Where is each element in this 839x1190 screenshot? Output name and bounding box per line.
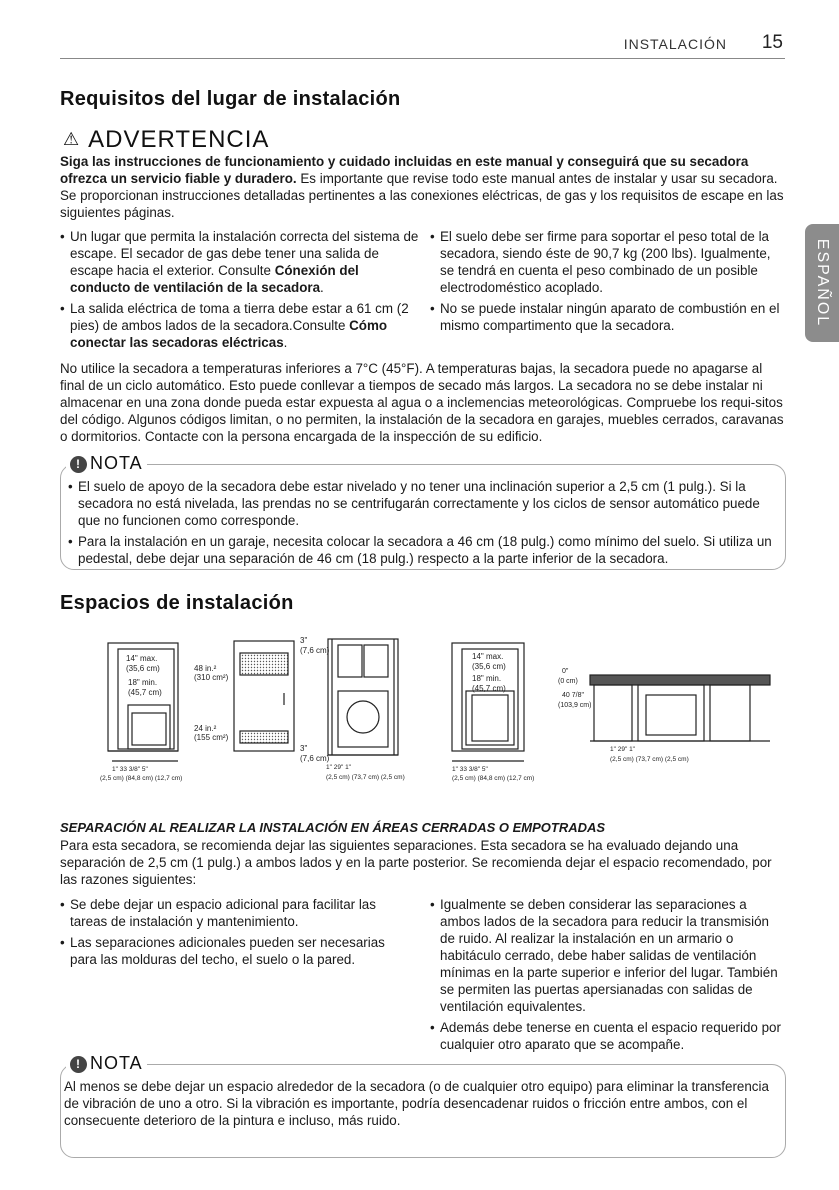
svg-text:(2,5 cm) (73,7 cm) (2,5 cm): (2,5 cm) (73,7 cm) (2,5 cm) [326, 774, 405, 781]
svg-text:24 in.²: 24 in.² [194, 724, 217, 733]
warning-bold-text: Siga las instrucciones de funcionamiento y cuidado incluidas en este manual y conseguirá que su secadora ofrezca un servicio fiable y duradero. [60, 154, 749, 186]
svg-text:1" 33 3/8" 5": 1" 33 3/8" 5" [112, 766, 148, 773]
diagram-recess-side [452, 643, 534, 782]
diagram-closet-front [326, 639, 405, 781]
clearance-item: • Se debe dejar un espacio adicional para facilitar las tareas de instalación y mantenimiento. [60, 896, 400, 930]
clearance-left-column [60, 896, 400, 972]
clearance-paragraph: Para esta secadora, se recomienda dejar las siguientes separaciones. Esta secadora se ha evaluado dejando una separación de 2,5 cm (1 pulg.) a ambos lados y en la parte posterior. Se recomienda dejar el espacio recomendado, por las razones siguientes: [60, 838, 772, 887]
requirements-right-column [430, 228, 782, 338]
svg-text:(45,7 cm): (45,7 cm) [128, 688, 162, 697]
clearance-right-column [430, 896, 782, 1057]
svg-text:3": 3" [300, 636, 308, 645]
note-item: • Para la instalación en un garaje, necesita colocar la secadora a 46 cm (18 pulg.) como mínimo del suelo. Si utiliza un pedestal, debe dejar una separación de 46 cm (18 pulg.) respecto a la parte inferior de la secadora. [68, 533, 773, 567]
enclosed-installation-heading: SEPARACIÓN AL REALIZAR LA INSTALACIÓN EN ÁREAS CERRADAS O EMPOTRADAS [60, 820, 606, 835]
diagram-area-labels [194, 664, 229, 742]
requirements-title: Requisitos del lugar de instalación [60, 88, 401, 110]
note-label-2: ! NOTA [66, 1053, 147, 1074]
warning-heading [63, 126, 269, 154]
requirement-item: • Un lugar que permita la instalación correcta del sistema de escape. El secador de gas debe tener una salida de escape hacia el exterior. Consulte Cónexión del conducto de ventilación de la secadora. [60, 228, 420, 296]
page-header [60, 32, 785, 59]
svg-text:1" 29" 1": 1" 29" 1" [610, 746, 635, 753]
diagram-under-counter [558, 668, 770, 763]
note-1-content [68, 478, 773, 571]
warning-title: ADVERTENCIA [88, 126, 270, 153]
language-tab [805, 224, 839, 342]
spaces-title: Espacios de instalación [60, 592, 294, 614]
svg-text:(155 cm²): (155 cm²) [194, 733, 229, 742]
svg-text:1" 29" 1": 1" 29" 1" [326, 764, 351, 771]
requirement-item: • La salida eléctrica de toma a tierra debe estar a 61 cm (2 pies) de ambos lados de la secadora.Consulte Cómo conectar las secadoras eléctricas. [60, 300, 420, 351]
svg-text:(7,6 cm): (7,6 cm) [300, 754, 330, 763]
diagram-closet-side [100, 643, 182, 782]
info-icon: ! [70, 1056, 87, 1073]
note-item: • El suelo de apoyo de la secadora debe estar nivelado y no tener una inclinación superior a 2,5 cm (1 pulg.). Si la secadora no está nivelada, las prendas no se centrifugarán correctamente y los ciclos de sensor automático puede que no funcionen como corresponde. [68, 478, 773, 529]
page-number: 15 [761, 32, 783, 53]
svg-text:0": 0" [562, 668, 569, 675]
section-title: INSTALACIÓN [623, 36, 727, 52]
svg-text:(35,6 cm): (35,6 cm) [126, 664, 160, 673]
requirements-left-column [60, 228, 420, 355]
svg-text:(2,5 cm) (84,8 cm) (12,7 cm): (2,5 cm) (84,8 cm) (12,7 cm) [452, 775, 535, 782]
svg-text:14" max.: 14" max. [472, 652, 504, 661]
svg-text:(45,7 cm): (45,7 cm) [472, 684, 506, 693]
requirement-item: • No se puede instalar ningún aparato de combustión en el mismo compartimento que la secadora. [430, 300, 782, 334]
requirement-item: • El suelo debe ser firme para soportar el peso total de la secadora, siendo éste de 90,7 kg (200 lbs). Igualmente, se tendrá en cuenta el peso combinado de un posible electrodoméstico acoplado. [430, 228, 782, 296]
info-icon: ! [70, 456, 87, 473]
clearance-item: • Igualmente se deben considerar las separaciones a ambos lados de la secadora para reducir la transmisión de ruido. Al realizar la instalación en un armario o habitáculo cerrado, debe haber salidas de ventilación mínimas en la parte superior e inferior del lugar. También se permiten las puertas apersianadas con salidas de ventilación equivalentes. [430, 896, 782, 1015]
note-label-1: ! NOTA [66, 453, 147, 474]
svg-text:3": 3" [300, 744, 308, 753]
svg-text:(7,6 cm): (7,6 cm) [300, 646, 330, 655]
svg-text:(103,9 cm): (103,9 cm) [558, 702, 592, 709]
clearance-item: • Las separaciones adicionales pueden ser necesarias para las molduras del techo, el suelo o la pared. [60, 934, 400, 968]
svg-text:18" min.: 18" min. [472, 674, 502, 683]
svg-text:(2,5 cm) (73,7 cm) (2,5 cm): (2,5 cm) (73,7 cm) (2,5 cm) [610, 756, 689, 763]
svg-text:1" 33 3/8" 5": 1" 33 3/8" 5" [452, 766, 488, 773]
svg-text:(0 cm): (0 cm) [558, 678, 578, 685]
svg-text:40 7/8": 40 7/8" [562, 692, 584, 699]
warning-body-text: Es importante que revise todo este manual antes de instalar y usar su secadora. Se proporcionan instrucciones detalladas pertinentes a las conexiones eléctricas, de gas y los requisitos de escape en las siguientes páginas. [60, 171, 784, 220]
svg-text:(35,6 cm): (35,6 cm) [472, 662, 506, 671]
installation-diagrams [100, 633, 780, 783]
warning-icon: ⚠ [63, 129, 81, 149]
svg-text:48 in.²: 48 in.² [194, 664, 217, 673]
diagram-closet-door [234, 636, 330, 763]
svg-text:(310 cm²): (310 cm²) [194, 673, 229, 682]
note-2-text: Al menos se debe dejar un espacio alrededor de la secadora (o de cualquier otro equipo) para eliminar la transferencia de vibración de uno a otro. Si la vibración es importante, podría desencadenar ruidos o fricción entre ambos, con el consecuente deterioro de la pintura e incluso, más ruido. [64, 1079, 769, 1128]
warning-paragraph [60, 153, 785, 221]
temperature-paragraph: No utilice la secadora a temperaturas inferiores a 7°C (45°F). A temperaturas bajas, la secadora puede no apagarse al final de un ciclo automático. Esto puede conllevar a tiempos de secado más largos. La secadora no se debe instalar ni almacenar en una zona donde pueda estar expuesta al agua o a inclemencias meteorológicas. Compruebe los requi-sitos del código. Algunos códigos limitan, o no permiten, la instalación de la secadora en garajes, muebles cerrados, caravanas o dormitorios. Contacte con la persona encargada de la inspección de su edificio. [60, 361, 784, 444]
language-tab-label: ESPAÑOL [814, 238, 831, 328]
svg-text:14" max.: 14" max. [126, 654, 158, 663]
clearance-item: • Además debe tenerse en cuenta el espacio requerido por cualquier otro aparato que se acompañe. [430, 1019, 782, 1053]
svg-text:18" min.: 18" min. [128, 678, 158, 687]
svg-text:(2,5 cm) (84,8 cm) (12,7 cm): (2,5 cm) (84,8 cm) (12,7 cm) [100, 775, 183, 782]
